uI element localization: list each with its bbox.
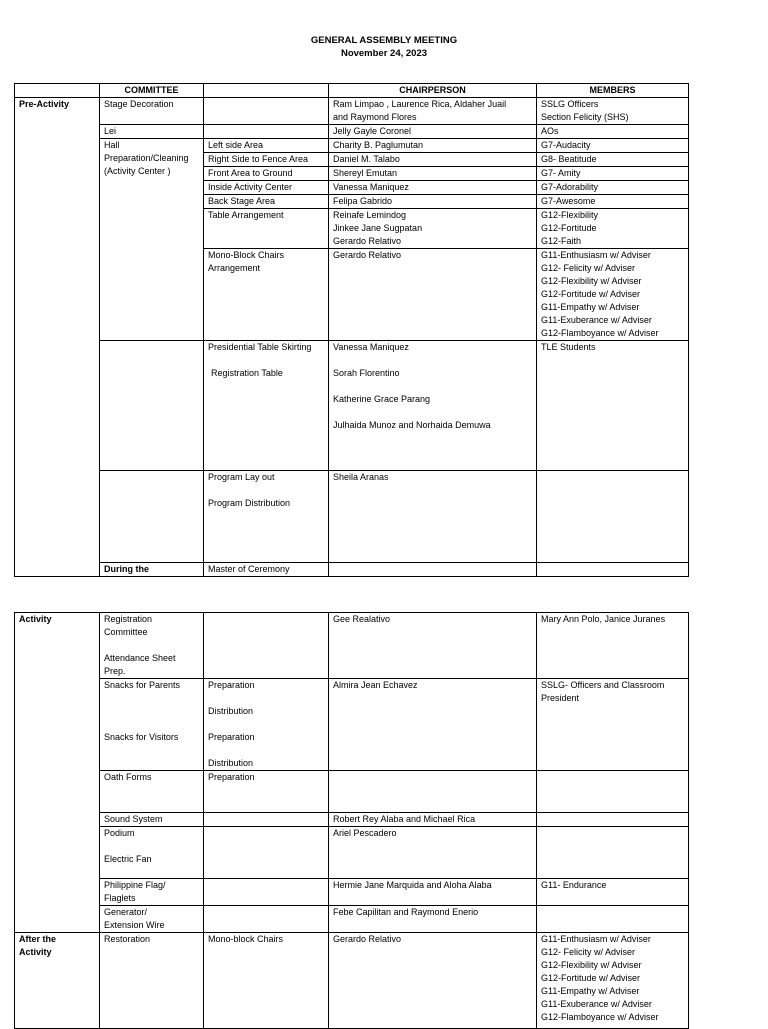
committee-cell: Philippine Flag/ Flaglets xyxy=(100,879,204,906)
subarea-cell: Preparation Distribution Preparation Distribution xyxy=(204,679,329,771)
table-header-row xyxy=(15,84,689,98)
subarea-cell xyxy=(204,613,329,679)
assignment-table-page2 xyxy=(14,612,689,933)
chairperson-cell: Daniel M. Talabo xyxy=(329,153,537,167)
phase-activity: Activity xyxy=(15,613,100,933)
table-row xyxy=(15,827,689,879)
table-row xyxy=(15,679,689,771)
phase-pre-activity: Pre-Activity xyxy=(15,98,100,577)
subarea-cell xyxy=(204,813,329,827)
chairperson-cell: Charity B. Paglumutan xyxy=(329,139,537,153)
phase-during: During the xyxy=(100,563,204,577)
after-activity-table xyxy=(14,932,689,1029)
chairperson-cell: Febe Capilitan and Raymond Enerio xyxy=(329,906,537,933)
subarea-cell xyxy=(204,125,329,139)
assignment-table-page1 xyxy=(14,83,689,577)
chairperson-cell: Felipa Gabrido xyxy=(329,195,537,209)
subarea-cell: Front Area to Ground xyxy=(204,167,329,181)
committee-cell: Restoration xyxy=(100,933,204,1029)
chairperson-cell xyxy=(329,771,537,813)
committee-cell: Generator/ Extension Wire xyxy=(100,906,204,933)
chairperson-cell: Sheila Aranas xyxy=(329,471,537,563)
subarea-cell: Table Arrangement xyxy=(204,209,329,249)
header-chairperson: CHAIRPERSON xyxy=(329,84,537,98)
subarea-cell: Program Lay out Program Distribution xyxy=(204,471,329,563)
committee-cell: Sound System xyxy=(100,813,204,827)
subarea-cell: Presidential Table Skirting Registration Table xyxy=(204,341,329,471)
subarea-cell xyxy=(204,98,329,125)
committee-cell: Oath Forms xyxy=(100,771,204,813)
members-cell: G7-Awesome xyxy=(537,195,689,209)
chairperson-cell: Hermie Jane Marquida and Aloha Alaba xyxy=(329,879,537,906)
phase-after-activity: After the Activity xyxy=(15,933,100,1029)
committee-cell: Lei xyxy=(100,125,204,139)
committee-cell: Snacks for Parents Snacks for Visitors xyxy=(100,679,204,771)
table-row xyxy=(15,771,689,813)
header-subarea xyxy=(204,84,329,98)
table-row xyxy=(15,813,689,827)
chairperson-cell: Jelly Gayle Coronel xyxy=(329,125,537,139)
subarea-cell: Back Stage Area xyxy=(204,195,329,209)
members-cell xyxy=(537,827,689,879)
committee-cell: Podium Electric Fan xyxy=(100,827,204,879)
subarea-cell: Mono-block Chairs xyxy=(204,933,329,1029)
members-cell: SSLG- Officers and Classroom President xyxy=(537,679,689,771)
chairperson-cell: Robert Rey Alaba and Michael Rica xyxy=(329,813,537,827)
chairperson-cell: Vanessa Maniquez xyxy=(329,181,537,195)
members-cell: G11-Enthusiasm w/ Adviser G12- Felicity w/ Adviser G12-Flexibility w/ Adviser G12-Fortitude w/ Adviser G11-Empathy w/ Adviser G11-Exuberance w/ Adviser G12-Flamboyance w/ Adviser xyxy=(537,249,689,341)
chairperson-cell: Ariel Pescadero xyxy=(329,827,537,879)
committee-cell: Registration Committee Attendance Sheet Prep. xyxy=(100,613,204,679)
subarea-cell: Left side Area xyxy=(204,139,329,153)
document-date: November 24, 2023 xyxy=(340,48,428,59)
committee-cell: Stage Decoration xyxy=(100,98,204,125)
members-cell: G7-Audacity xyxy=(537,139,689,153)
members-cell: G12-Flexibility G12-Fortitude G12-Faith xyxy=(537,209,689,249)
chairperson-cell: Ram Limpao , Laurence Rica, Aldaher Juail and Raymond Flores xyxy=(329,98,537,125)
committee-cell xyxy=(100,341,204,471)
table-row xyxy=(15,563,689,577)
subarea-cell xyxy=(204,827,329,879)
table-row xyxy=(15,125,689,139)
table-row xyxy=(15,98,689,125)
members-cell: G11- Endurance xyxy=(537,879,689,906)
table-row xyxy=(15,471,689,563)
header-committee: COMMITTEE xyxy=(100,84,204,98)
committee-cell: Master of Ceremony xyxy=(204,563,329,577)
members-cell: G11-Enthusiasm w/ Adviser G12- Felicity w/ Adviser G12-Flexibility w/ Adviser G12-Fortitude w/ Adviser G11-Empathy w/ Adviser G11-Exuberance w/ Adviser G12-Flamboyance w/ Adviser xyxy=(537,933,689,1029)
subarea-cell: Right Side to Fence Area xyxy=(204,153,329,167)
members-cell xyxy=(537,471,689,563)
subarea-cell xyxy=(204,879,329,906)
header-members: MEMBERS xyxy=(537,84,689,98)
chairperson-cell: Gerardo Relativo xyxy=(329,249,537,341)
table-row xyxy=(15,139,689,153)
subarea-cell: Preparation xyxy=(204,771,329,813)
members-cell: G8- Beatitude xyxy=(537,153,689,167)
document-title: GENERAL ASSEMBLY MEETING xyxy=(310,35,458,46)
committee-cell: Hall Preparation/Cleaning (Activity Center ) xyxy=(100,139,204,341)
members-cell xyxy=(537,813,689,827)
chairperson-cell: Almira Jean Echavez xyxy=(329,679,537,771)
members-cell xyxy=(537,906,689,933)
chairperson-cell: Reinafe Lemindog Jinkee Jane Sugpatan Gerardo Relativo xyxy=(329,209,537,249)
chairperson-cell: Vanessa Maniquez Sorah Florentino Katherine Grace Parang Julhaida Munoz and Norhaida Demuwa xyxy=(329,341,537,471)
table-row xyxy=(15,906,689,933)
members-cell: AOs xyxy=(537,125,689,139)
chairperson-cell: Shereyl Emutan xyxy=(329,167,537,181)
table-row xyxy=(15,879,689,906)
members-cell: TLE Students xyxy=(537,341,689,471)
members-cell: G7-Adorability xyxy=(537,181,689,195)
subarea-cell xyxy=(329,563,537,577)
table-row xyxy=(15,933,689,1029)
subarea-cell xyxy=(204,906,329,933)
committee-cell xyxy=(100,471,204,563)
members-cell: Mary Ann Polo, Janice Juranes xyxy=(537,613,689,679)
members-cell: SSLG Officers Section Felicity (SHS) xyxy=(537,98,689,125)
members-cell xyxy=(537,771,689,813)
subarea-cell: Mono-Block Chairs Arrangement xyxy=(204,249,329,341)
subarea-cell: Inside Activity Center xyxy=(204,181,329,195)
chairperson-cell: Gee Realativo xyxy=(329,613,537,679)
header-phase xyxy=(15,84,100,98)
chairperson-cell xyxy=(537,563,689,577)
members-cell: G7- Amity xyxy=(537,167,689,181)
table-row xyxy=(15,613,689,679)
table-row xyxy=(15,341,689,471)
chairperson-cell: Gerardo Relativo xyxy=(329,933,537,1029)
